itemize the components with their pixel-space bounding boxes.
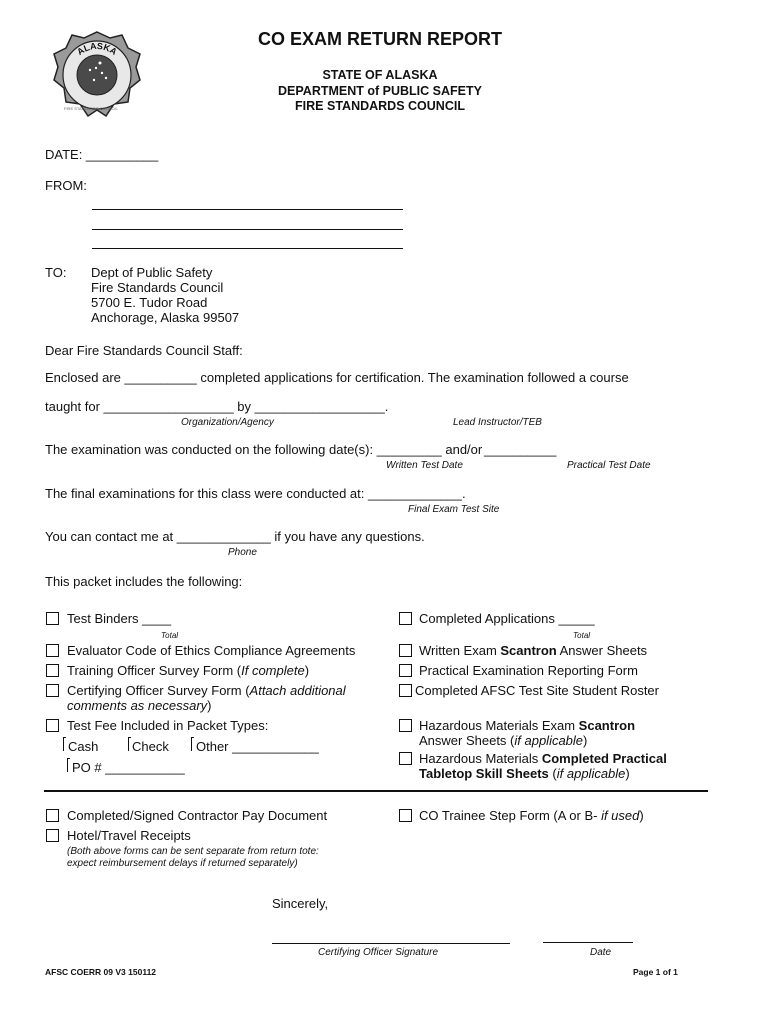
test-binders-total-caption: Total: [161, 631, 179, 640]
contractor-pay-label: Completed/Signed Contractor Pay Document: [67, 808, 328, 823]
signature-line[interactable]: [272, 943, 510, 944]
written-date-caption: Written Test Date: [386, 460, 463, 471]
seal-bottom-text: FIRE STANDARDS COUNCIL: [64, 106, 118, 111]
to-label: TO:: [45, 265, 67, 280]
hotel-receipts-label: Hotel/Travel Receipts: [67, 828, 191, 843]
checkbox-trainee-step[interactable]: [399, 809, 412, 822]
page-number: Page 1 of 1: [633, 967, 678, 977]
student-roster-label: Completed AFSC Test Site Student Roster: [415, 683, 659, 698]
hazmat-tabletop-label-cont: Tabletop Skill Sheets (if applicable): [419, 766, 630, 781]
checkbox-completed-apps[interactable]: [399, 612, 412, 625]
po-label[interactable]: PO # ___________: [72, 760, 185, 775]
hazmat-scantron-label: Hazardous Materials Exam Scantron: [419, 718, 636, 733]
completed-apps-label: Completed Applications _____: [419, 611, 595, 626]
from-line-1[interactable]: [92, 209, 403, 210]
check-label: Check: [132, 739, 169, 754]
to-line-1: Dept of Public Safety: [91, 265, 213, 280]
checkbox-training-survey[interactable]: [46, 664, 59, 677]
date-signature-line[interactable]: [543, 942, 633, 943]
cash-label: Cash: [68, 739, 99, 754]
to-line-4: Anchorage, Alaska 99507: [91, 310, 240, 325]
completed-apps-total-caption: Total: [573, 631, 591, 640]
separate-note-1: (Both above forms can be sent separate from return tote:: [67, 846, 319, 857]
date-field[interactable]: DATE: __________: [45, 147, 159, 162]
header-department: DEPARTMENT of PUBLIC SAFETY: [278, 84, 482, 98]
checkbox-hazmat-scantron[interactable]: [399, 719, 412, 732]
salutation: Dear Fire Standards Council Staff:: [45, 343, 243, 358]
page-title: CO EXAM RETURN REPORT: [257, 29, 502, 49]
practical-date-blank[interactable]: __________: [484, 442, 557, 457]
checkbox-ethics[interactable]: [46, 644, 59, 657]
packet-intro: This packet includes the following:: [45, 574, 243, 589]
from-label: FROM:: [45, 178, 87, 193]
checkbox-hazmat-tabletop[interactable]: [399, 752, 412, 765]
other-label[interactable]: Other ____________: [196, 739, 319, 754]
check-mark[interactable]: [128, 737, 131, 751]
header-council: FIRE STANDARDS COUNCIL: [295, 99, 465, 113]
signature-caption: Certifying Officer Signature: [318, 947, 439, 958]
practical-form-label: Practical Examination Reporting Form: [419, 663, 638, 678]
date-caption: Date: [590, 947, 612, 958]
to-line-3: 5700 E. Tudor Road: [91, 295, 208, 310]
checkbox-practical-form[interactable]: [399, 664, 412, 677]
checkbox-written-scantron[interactable]: [399, 644, 412, 657]
form-id: AFSC COERR 09 V3 150112: [45, 967, 157, 977]
hazmat-tabletop-label: Hazardous Materials Completed Practical: [419, 751, 667, 766]
checkbox-certifying-survey[interactable]: [46, 684, 59, 697]
other-mark[interactable]: [191, 737, 194, 751]
checkbox-student-roster[interactable]: [399, 684, 412, 697]
phone-caption: Phone: [228, 547, 257, 558]
enclosed-line[interactable]: Enclosed are __________ completed applications for certification. The examination followed a course: [45, 370, 629, 385]
instructor-caption: Lead Instructor/TEB: [453, 417, 542, 428]
checkbox-hotel-receipts[interactable]: [46, 829, 59, 842]
hazmat-scantron-label-cont: Answer Sheets (if applicable): [419, 733, 588, 748]
from-line-3[interactable]: [92, 248, 403, 249]
training-survey-label: Training Officer Survey Form (If complete): [67, 663, 310, 678]
exam-dates-line[interactable]: The examination was conducted on the following date(s): _________ and/or: [45, 442, 483, 457]
test-fee-label: Test Fee Included in Packet Types:: [67, 718, 269, 733]
checkbox-test-fee[interactable]: [46, 719, 59, 732]
to-line-2: Fire Standards Council: [91, 280, 224, 295]
certifying-survey-label-cont: comments as necessary): [67, 698, 212, 713]
ethics-label: Evaluator Code of Ethics Compliance Agreements: [67, 643, 356, 658]
cash-mark[interactable]: [63, 737, 66, 751]
final-exam-caption: Final Exam Test Site: [408, 504, 500, 515]
separate-note-2: expect reimbursement delays if returned separately): [67, 858, 298, 869]
checkbox-test-binders[interactable]: [46, 612, 59, 625]
checkbox-contractor-pay[interactable]: [46, 809, 59, 822]
sincerely: Sincerely,: [272, 896, 329, 911]
certifying-survey-label: Certifying Officer Survey Form (Attach additional: [67, 683, 346, 698]
po-mark[interactable]: [67, 758, 70, 772]
test-binders-label: Test Binders ____: [67, 611, 172, 626]
taught-line[interactable]: taught for __________________ by __________________.: [45, 399, 389, 414]
practical-date-caption: Practical Test Date: [567, 460, 651, 471]
written-scantron-label: Written Exam Scantron Answer Sheets: [419, 643, 648, 658]
contact-line[interactable]: You can contact me at _____________ if you have any questions.: [45, 529, 425, 544]
from-line-2[interactable]: [92, 229, 403, 230]
final-exam-line[interactable]: The final examinations for this class were conducted at: _____________.: [45, 486, 466, 501]
section-divider: [44, 790, 708, 792]
header-state: STATE OF ALASKA: [322, 68, 438, 82]
organization-caption: Organization/Agency: [181, 417, 274, 428]
seal-top-text: ALASKA: [75, 40, 119, 57]
trainee-step-label: CO Trainee Step Form (A or B- if used): [419, 808, 644, 823]
